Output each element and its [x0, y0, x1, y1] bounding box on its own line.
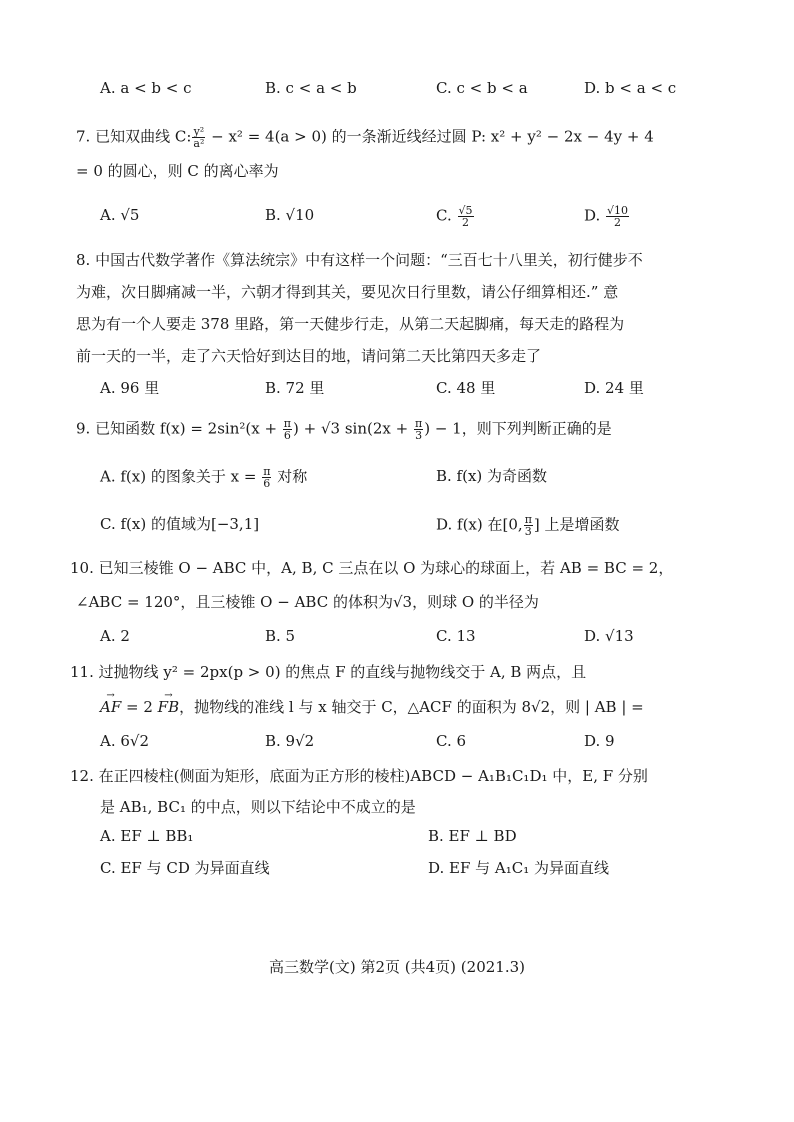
q9-option-b: B. f(x) 为奇函数 [436, 467, 548, 485]
q6-option-c: C. c < b < a [436, 79, 528, 97]
q11-stem-line1: 11. 过抛物线 y² = 2px(p > 0) 的焦点 F 的直线与抛物线交于 A, B 两点，且 [70, 663, 587, 681]
q12-option-d: D. EF 与 A₁C₁ 为异面直线 [428, 859, 610, 877]
q9-option-c: C. f(x) 的值域为[−3,1] [100, 515, 260, 533]
q10-option-b: B. 5 [265, 627, 296, 645]
q8-option-d: D. 24 里 [584, 379, 644, 397]
q10-stem-line2: ∠ABC = 120°，且三棱锥 O − ABC 的体积为√3，则球 O 的半径为 [76, 593, 539, 611]
q8-option-a: A. 96 里 [100, 379, 160, 397]
q12-option-c: C. EF 与 CD 为异面直线 [100, 859, 270, 877]
q6-option-a: A. a < b < c [100, 79, 192, 97]
page-footer: 高三数学(文) 第2页 (共4页) (2021.3) [269, 958, 525, 976]
q11-stem-line2: → AF = 2 → FB，抛物线的准线 l 与 x 轴交于 C，△ACF 的面积为 8√2，则 | AB | = [100, 697, 644, 717]
q11-option-b: B. 9√2 [265, 732, 315, 750]
q7-option-b: B. √10 [265, 206, 315, 224]
q6-option-b: B. c < a < b [265, 79, 357, 97]
q9-option-a: A. f(x) 的图象关于 x = $\frac{\pi}{6}$ 对称 [100, 465, 308, 490]
q6-option-d: D. b < a < c [584, 79, 677, 97]
q11-option-a: A. 6√2 [100, 732, 150, 750]
q8-stem-line3: 思为有一个人要走 378 里路，第一天健步行走，从第二天起脚痛，每天走的路程为 [76, 315, 625, 333]
q7-option-c: C. $\frac{√5}{2}$ [436, 204, 473, 229]
q8-option-c: C. 48 里 [436, 379, 496, 397]
q12-stem-line2: 是 AB₁, BC₁ 的中点，则以下结论中不成立的是 [100, 798, 416, 816]
q8-stem-line2: 为难，次日脚痛减一半，六朝才得到其关，要见次日行里数，请公仔细算相还.” 意 [76, 283, 619, 301]
q11-option-d: D. 9 [584, 732, 615, 750]
q8-stem-line1: 8. 中国古代数学著作《算法统宗》中有这样一个问题：“三百七十八里关，初行健步不 [76, 251, 643, 269]
q8-stem-line4: 前一天的一半，走了六天恰好到达目的地，请问第二天比第四天多走了 [76, 347, 542, 365]
q9-stem: 9. 已知函数 f(x) = 2sin²(x + $\frac{\pi}{6}$ ) + √3 sin(2x + $\frac{\pi}{3}$ ) − 1，则下列判断正确的是 [76, 417, 612, 442]
q8-option-b: B. 72 里 [265, 379, 325, 397]
q7-option-d: D. $\frac{√10}{2}$ [584, 204, 629, 229]
q10-option-c: C. 13 [436, 627, 476, 645]
q12-stem-line1: 12. 在正四棱柱(侧面为矩形，底面为正方形的棱柱)ABCD − A₁B₁C₁D₁ 中，E, F 分别 [70, 767, 648, 785]
q9-option-d: D. f(x) 在[0, $\frac{\pi}{3}$ ] 上是增函数 [436, 513, 620, 538]
q10-stem-line1: 10. 已知三棱锥 O − ABC 中，A, B, C 三点在以 O 为球心的球面上，若 AB = BC = 2， [70, 559, 674, 577]
q10-option-d: D. √13 [584, 627, 634, 645]
q7-option-a: A. √5 [100, 206, 140, 224]
q7-fraction: $\frac{\text{y²}}{\text{a²}}$ [193, 125, 205, 150]
q12-option-b: B. EF ⊥ BD [428, 827, 517, 845]
q7-stem-line1: 7. 已知双曲线 C: $\frac{\text{y²}}{\text{a²}}$ − x² = 4(a > 0) 的一条渐近线经过圆 P: x² + y² − 2x − 4y + 4 [76, 125, 654, 150]
q12-option-a: A. EF ⊥ BB₁ [100, 827, 194, 845]
q7-stem-line2: = 0 的圆心，则 C 的离心率为 [76, 162, 279, 180]
q11-option-c: C. 6 [436, 732, 467, 750]
q10-option-a: A. 2 [100, 627, 130, 645]
